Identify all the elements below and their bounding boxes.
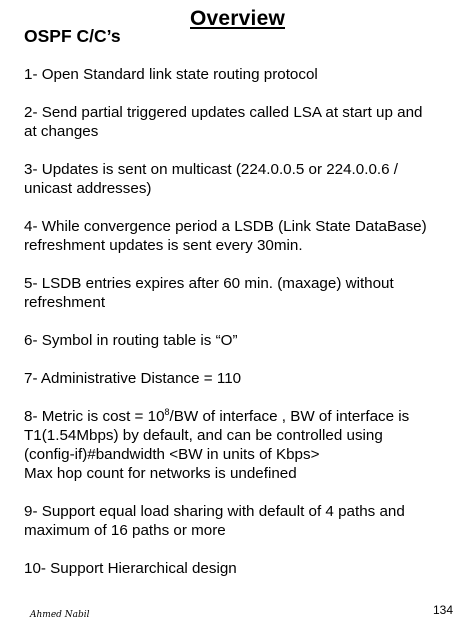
list-item-line: 9- Support equal load sharing with default of 4 paths and: [24, 503, 405, 520]
list-item-line: 1- Open Standard link state routing protocol: [24, 66, 318, 83]
list-item-line: unicast addresses): [24, 180, 152, 197]
list-item-line: (config-if)#bandwidth <BW in units of Kbps>: [24, 446, 320, 463]
list-item-line: at changes: [24, 123, 99, 140]
list-item-line: 3- Updates is sent on multicast (224.0.0.5 or 224.0.0.6 /: [24, 161, 398, 178]
list-item-line: Max hop count for networks is undefined: [24, 465, 297, 482]
list-item-line: [24, 407, 464, 426]
metric-text-rest: /BW of interface , BW of interface is: [169, 408, 410, 425]
content-list: [24, 65, 464, 597]
list-item: [24, 217, 464, 255]
list-item: [24, 407, 464, 483]
list-item-line: 2- Send partial triggered updates called LSA at start up and: [24, 104, 423, 121]
section-heading: OSPF C/C’s: [24, 26, 121, 46]
list-item-line: refreshment: [24, 294, 106, 311]
list-item-line: 4- While convergence period a LSDB (Link State DataBase): [24, 218, 427, 235]
list-item: [24, 103, 464, 141]
list-item-line: 5- LSDB entries expires after 60 min. (maxage) without: [24, 275, 394, 292]
list-item: [24, 331, 464, 350]
list-item: [24, 274, 464, 312]
list-item-line: refreshment updates is sent every 30min.: [24, 237, 303, 254]
list-item: [24, 65, 464, 84]
list-item-line: 6- Symbol in routing table is “O”: [24, 332, 238, 349]
list-item: [24, 369, 464, 388]
list-item-line: 7- Administrative Distance = 110: [24, 370, 242, 387]
metric-text: 8- Metric is cost = 10: [24, 408, 165, 425]
page-title: Overview: [190, 7, 285, 30]
list-item-line: T1(1.54Mbps) by default, and can be controlled using: [24, 427, 383, 444]
list-item-line: 10- Support Hierarchical design: [24, 560, 237, 577]
list-item-line: maximum of 16 paths or more: [24, 522, 226, 539]
exponent: 8: [164, 406, 170, 417]
author-signature: Ahmed Nabil: [30, 610, 90, 620]
list-item: [24, 160, 464, 198]
list-item: [24, 502, 464, 540]
page-number: 134: [433, 603, 454, 617]
list-item: [24, 559, 464, 578]
